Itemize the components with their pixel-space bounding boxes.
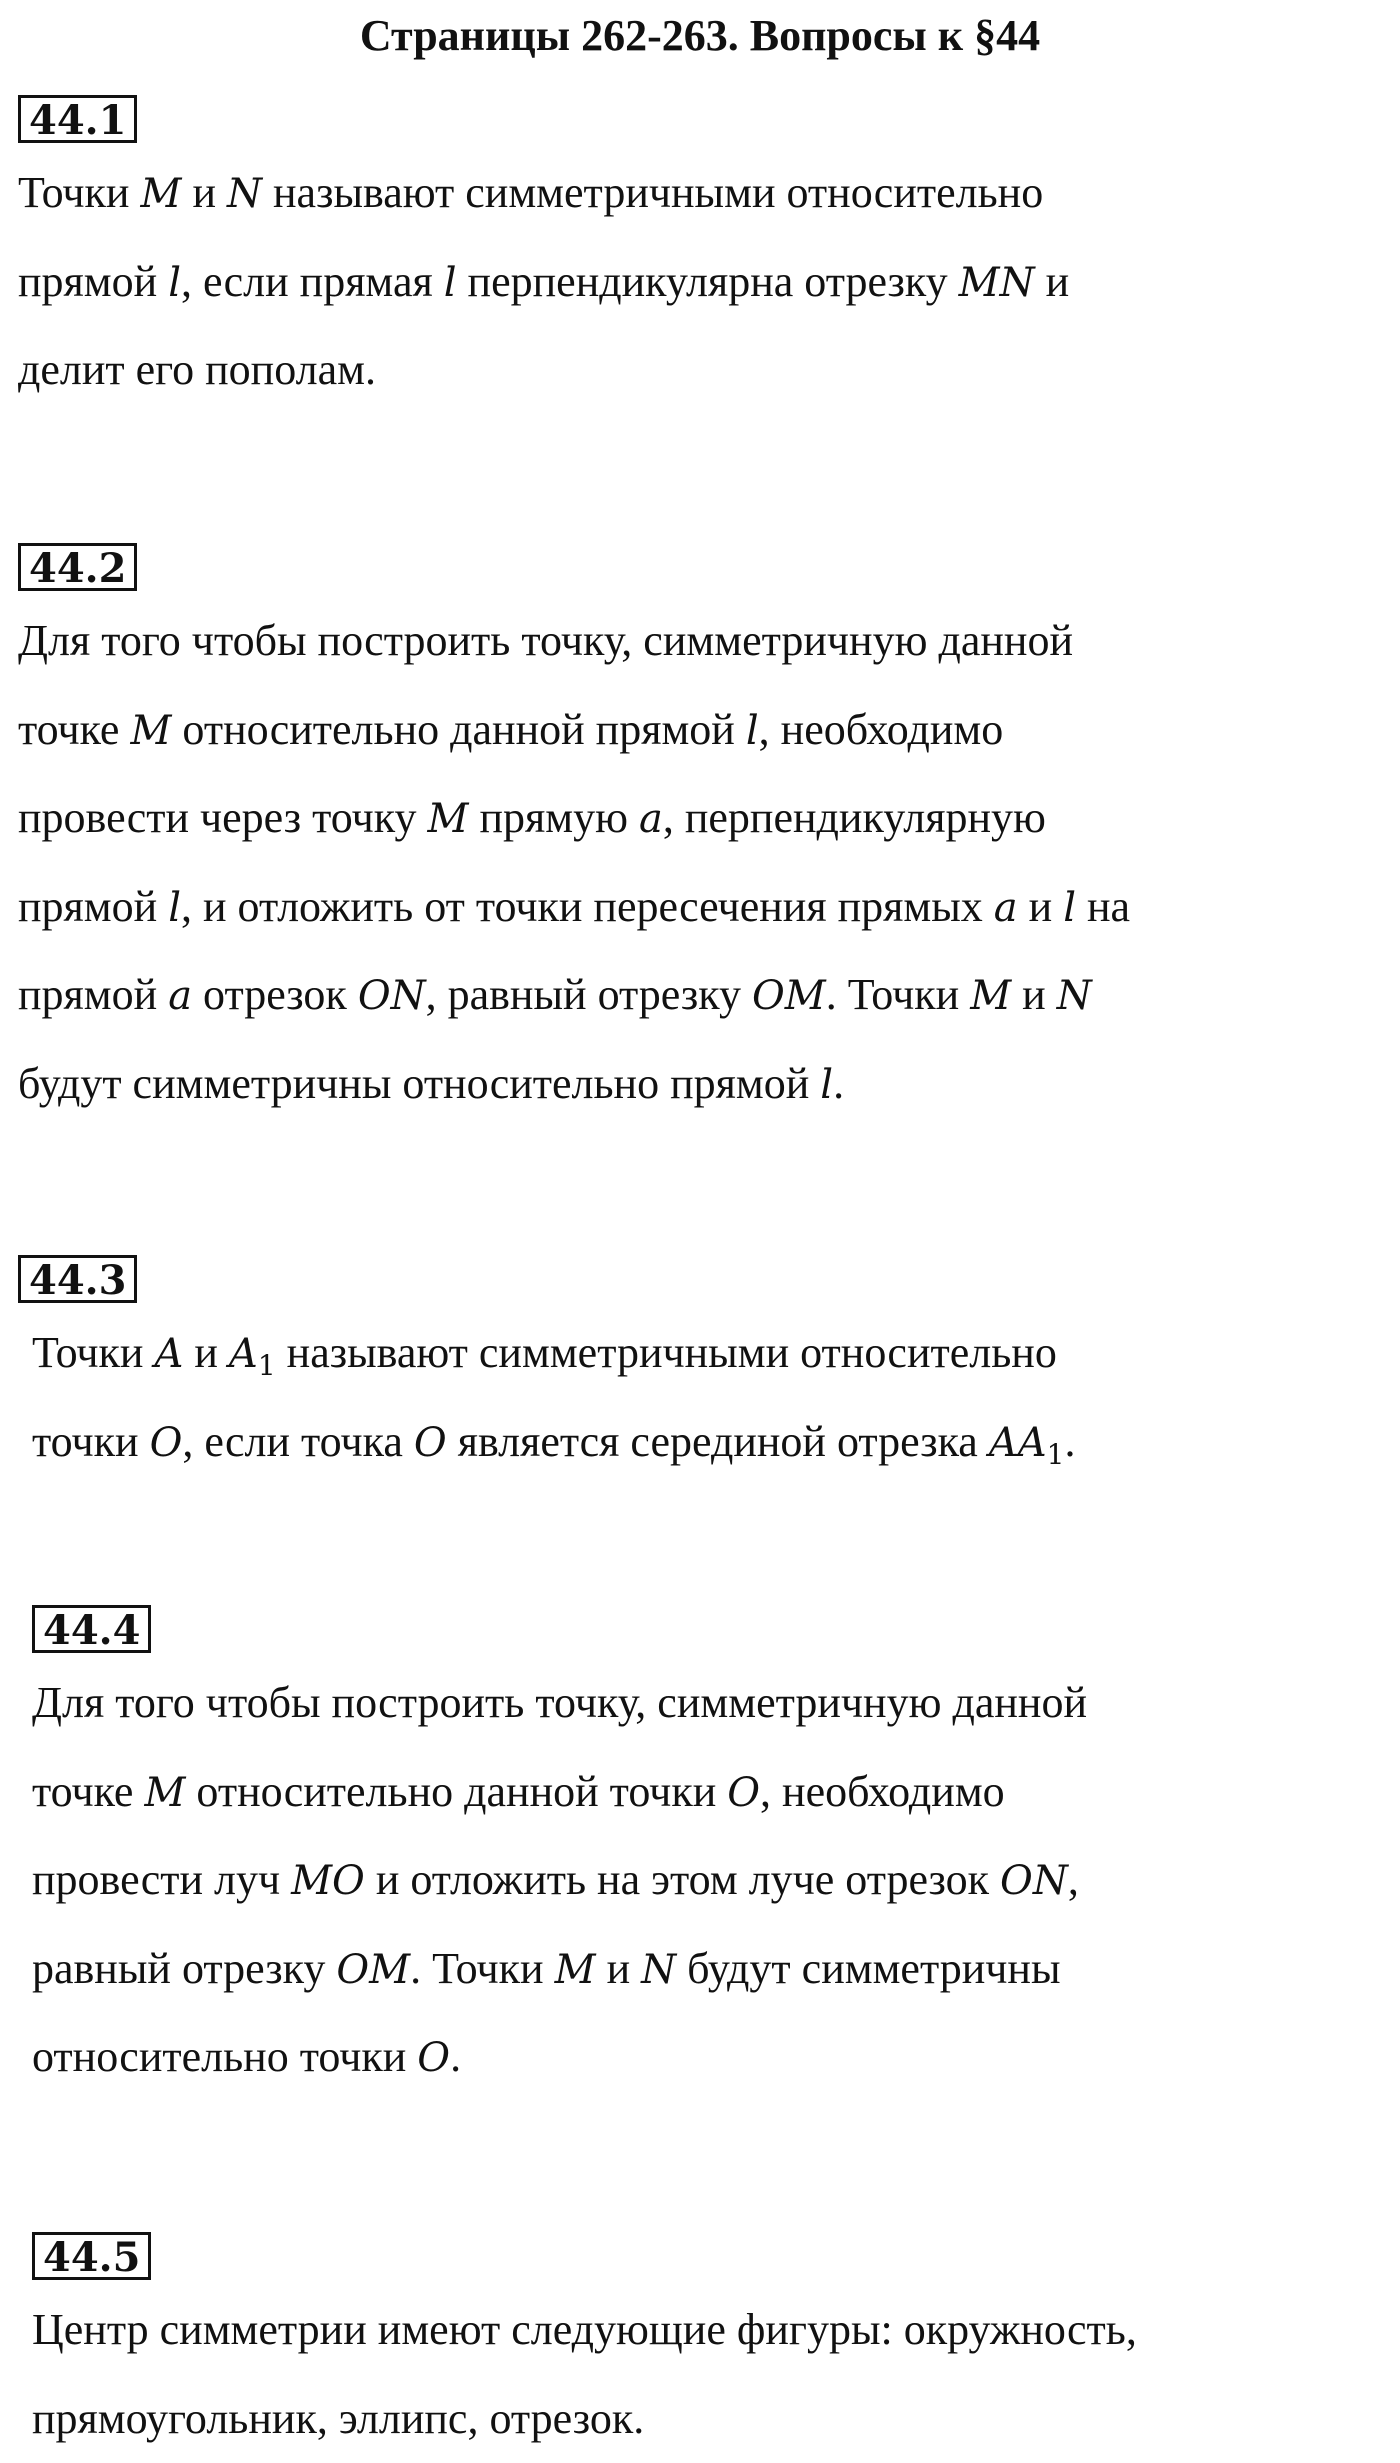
- text-run: .: [450, 2032, 461, 2081]
- text-line: [18, 149, 1378, 238]
- section-label: 44.3: [18, 1255, 137, 1303]
- math-symbol: OM: [752, 973, 826, 1019]
- text-run: точки: [32, 1417, 150, 1466]
- math-symbol: OM: [336, 1947, 410, 1993]
- text-line: [18, 1040, 1378, 1129]
- text-run: и: [183, 1328, 229, 1377]
- text-line: [18, 686, 1378, 775]
- math-symbol: l: [1063, 885, 1076, 931]
- math-symbol: A: [229, 1331, 258, 1377]
- text-run: и отложить на этом луче отрезок: [365, 1855, 1000, 1904]
- math-subscript: 1: [258, 1349, 276, 1382]
- text-run: Точки: [18, 168, 140, 217]
- section-label: 44.2: [18, 543, 137, 591]
- math-symbol: O: [150, 1420, 183, 1466]
- text-run: . Точки: [826, 970, 970, 1019]
- text-run: , равный отрезку: [426, 970, 752, 1019]
- text-run: Точки: [32, 1328, 154, 1377]
- text-run: прямоугольник, эллипс, отрезок.: [32, 2394, 644, 2443]
- math-symbol: l: [746, 708, 759, 754]
- math-symbol: l: [168, 885, 181, 931]
- text-run: и: [1018, 882, 1064, 931]
- text-run: . Точки: [410, 1944, 554, 1993]
- page-title: Страницы 262-263. Вопросы к §44: [0, 6, 1400, 66]
- text-line: [18, 951, 1378, 1040]
- section-44-3: [18, 1255, 1378, 1486]
- math-symbol: l: [444, 260, 457, 306]
- text-run: называют симметричными относительно: [276, 1328, 1057, 1377]
- text-run: является серединой отрезка: [447, 1417, 989, 1466]
- math-symbol: a: [168, 973, 192, 1019]
- math-symbol: M: [555, 1947, 596, 1993]
- text-run: относительно данной точки: [185, 1767, 727, 1816]
- section-label: 44.5: [32, 2232, 151, 2280]
- math-symbol: M: [428, 796, 469, 842]
- math-symbol: O: [727, 1770, 760, 1816]
- text-run: и: [1035, 257, 1070, 306]
- text-run: .: [1064, 1417, 1075, 1466]
- text-line: [32, 1836, 1392, 1925]
- text-run: ,: [1068, 1855, 1079, 1904]
- section-text: [32, 1659, 1392, 2102]
- text-run: , если точка: [182, 1417, 414, 1466]
- section-44-2: [18, 543, 1378, 1128]
- math-symbol: MO: [291, 1858, 365, 1904]
- math-symbol: l: [820, 1062, 833, 1108]
- text-run: , и отложить от точки пересечения прямых: [181, 882, 994, 931]
- text-run: относительно точки: [32, 2032, 417, 2081]
- section-label: 44.1: [18, 95, 137, 143]
- math-symbol: O: [417, 2035, 450, 2081]
- math-symbol: MN: [959, 260, 1035, 306]
- text-run: Для того чтобы построить точку, симметричную данной: [32, 1678, 1087, 1727]
- text-run: и: [181, 168, 227, 217]
- math-symbol: a: [639, 796, 663, 842]
- text-line: [32, 1659, 1392, 1748]
- math-symbol: M: [970, 973, 1011, 1019]
- text-run: точке: [18, 705, 130, 754]
- text-line: [32, 1309, 1378, 1398]
- text-line: [18, 774, 1378, 863]
- text-line: [32, 2013, 1392, 2102]
- text-run: прямой: [18, 970, 168, 1019]
- text-run: провести луч: [32, 1855, 291, 1904]
- text-run: и: [596, 1944, 642, 1993]
- text-run: на: [1076, 882, 1130, 931]
- math-symbol: ON: [1000, 1858, 1068, 1904]
- math-symbol: N: [227, 171, 262, 217]
- text-line: [32, 1748, 1392, 1837]
- text-run: прямой: [18, 257, 168, 306]
- math-subscript: 1: [1047, 1438, 1065, 1471]
- text-line: [18, 597, 1378, 686]
- text-run: , перпендикулярную: [663, 793, 1046, 842]
- section-text: [18, 597, 1378, 1128]
- text-run: делит его пополам.: [18, 345, 376, 394]
- text-run: будут симметричны относительно прямой: [18, 1059, 820, 1108]
- math-symbol: N: [1057, 973, 1092, 1019]
- text-run: перпендикулярна отрезку: [457, 257, 959, 306]
- text-line: [32, 1925, 1392, 2014]
- math-symbol: A: [154, 1331, 183, 1377]
- math-symbol: l: [168, 260, 181, 306]
- section-44-4: [32, 1605, 1392, 2102]
- section-text: [18, 1309, 1378, 1486]
- text-run: и: [1011, 970, 1057, 1019]
- text-run: , необходимо: [759, 705, 1004, 754]
- text-run: провести через точку: [18, 793, 428, 842]
- text-run: .: [833, 1059, 844, 1108]
- text-run: прямой: [18, 882, 168, 931]
- math-symbol: O: [414, 1420, 447, 1466]
- section-44-1: [18, 95, 1378, 415]
- math-symbol: M: [130, 708, 171, 754]
- section-text: [18, 149, 1378, 415]
- text-run: называют симметричными относительно: [262, 168, 1043, 217]
- section-text: [32, 2286, 1392, 2463]
- text-run: точке: [32, 1767, 144, 1816]
- section-label: 44.4: [32, 1605, 151, 1653]
- text-run: Для того чтобы построить точку, симметричную данной: [18, 616, 1073, 665]
- math-symbol: M: [144, 1770, 185, 1816]
- text-run: относительно данной прямой: [171, 705, 745, 754]
- text-line: [18, 238, 1378, 327]
- text-line: [32, 2375, 1392, 2463]
- text-run: отрезок: [192, 970, 358, 1019]
- text-line: [32, 2286, 1392, 2375]
- text-run: будут симметричны: [676, 1944, 1060, 1993]
- text-line: [32, 1398, 1378, 1487]
- text-run: равный отрезку: [32, 1944, 336, 1993]
- text-line: [18, 326, 1378, 415]
- text-run: прямую: [468, 793, 639, 842]
- math-symbol: N: [641, 1947, 676, 1993]
- text-run: , если прямая: [181, 257, 444, 306]
- text-line: [18, 863, 1378, 952]
- text-run: , необходимо: [760, 1767, 1005, 1816]
- math-symbol: ON: [358, 973, 426, 1019]
- math-symbol: a: [994, 885, 1018, 931]
- text-run: Центр симметрии имеют следующие фигуры: окружность,: [32, 2305, 1137, 2354]
- math-symbol: M: [140, 171, 181, 217]
- math-symbol: AA: [989, 1420, 1047, 1466]
- section-44-5: [32, 2232, 1392, 2463]
